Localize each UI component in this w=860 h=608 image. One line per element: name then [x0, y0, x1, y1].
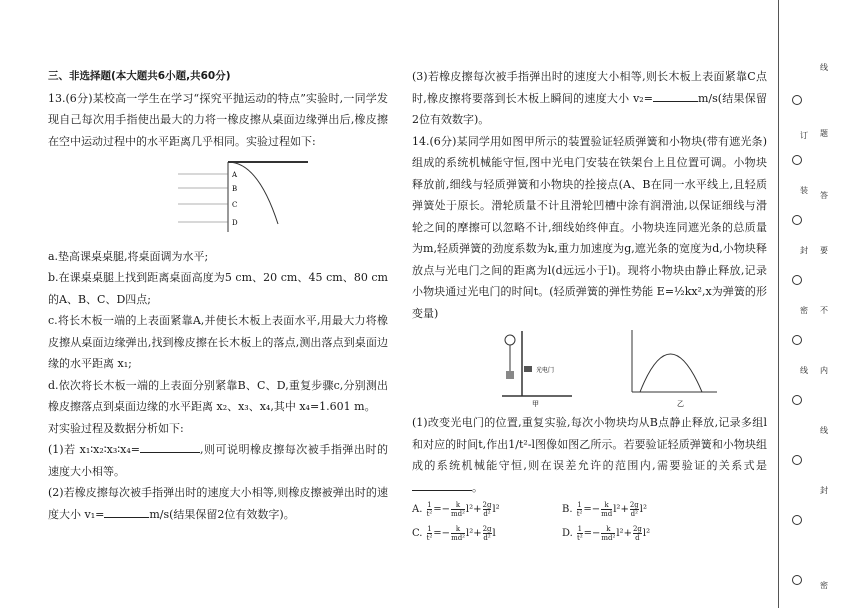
binding-char: 要 — [820, 246, 828, 255]
binding-hole — [792, 455, 802, 465]
section-title: 三、非选择题(本大题共6小题,共60分) — [48, 70, 231, 82]
q14-stem: 14.(6分)某同学用如图甲所示的装置验证轻质弹簧和小物块(带有遮光条)组成的系统机械能守恒,图中光电门安装在铁架台上且位置可调。小物块释放前,细线与轻质弹簧和小物块的拴接点(A、B在同一水平线上,且轻质弹簧处于原长。滑轮质量不计且滑轮凹槽中涂有润滑油,以保证细线与滑轮之间的摩擦可以忽略不计,细线始终伸直。小物块连同遮光条的总质量为m,轻质弹簧的劲度系数为k,重力加速度为g,遮光条的宽度为d,小物块释放点与光电门之间的距离为l(d远远小于l)。现将小物块由静止释放,记录小物块通过光电门的时间t。(轻质弹簧的弹性势能 E=½kx²,x为弹簧的形变量) — [412, 134, 767, 320]
binding-char: 密 — [820, 581, 828, 590]
figure-jia — [492, 326, 582, 408]
step-b: b.在课桌桌腿上找到距离桌面高度为5 cm、20 cm、45 cm、80 cm的A、B、C、D四点; — [48, 271, 388, 306]
fig-label-a: A — [232, 171, 238, 179]
step-d: d.依次将长木板一端的上表面分别紧靠B、C、D,重复步骤c,分别测出橡皮擦落点到桌面边缘的水平距离 x₂、x₃、x₄,其中 x₄=1.601 m。 — [48, 378, 388, 413]
jia-caption: 甲 — [532, 400, 539, 408]
binding-char: 订 — [800, 131, 808, 140]
binding-hole — [792, 335, 802, 345]
binding-hole — [792, 95, 802, 105]
step-a: a.垫高课桌桌腿,将桌面调为水平; — [48, 249, 209, 263]
binding-hole — [792, 155, 802, 165]
binding-char: 封 — [820, 486, 828, 495]
binding-char: 线 — [820, 63, 828, 72]
binding-char: 内 — [820, 366, 828, 375]
gate-label: 光电门 — [536, 367, 555, 374]
figure-yi — [622, 326, 722, 408]
yi-caption: 乙 — [677, 400, 684, 408]
q14-part1: (1)改变光电门的位置,重复实验,每次小物块均从B点静止释放,记录多组l和对应的时间t,作出1/t²-l图像如图乙所示。若要验证轻质弹簧和小物块组成的系统机械能守恒,则在误差允许的范围内,需要验证的关系式是。 — [412, 416, 767, 494]
binding-char: 不 — [820, 306, 828, 315]
option-a[interactable]: A. $\frac{1}{\text{t²}}$ =− $\frac{k}{\text{md²}}$ l²+ $\frac{2g}{\text{d²}}$ l² — [412, 501, 500, 518]
binding-hole — [792, 575, 802, 585]
option-c[interactable]: C. $\frac{1}{\text{t²}}$ =− $\frac{k}{\text{md²}}$ l²+ $\frac{2g}{\text{d²}}$ l — [412, 525, 496, 542]
q13-part3: (3)若橡皮擦每次被手指弹出时的速度大小相等,则长木板上表面紧靠C点时,橡皮擦将要落到长木板上瞬间的速度大小 v₂= m/s(结果保留2位有效数字)。 — [412, 70, 767, 126]
answer-blank[interactable] — [412, 477, 472, 491]
binding-char: 答 — [820, 191, 828, 200]
left-column — [48, 66, 388, 525]
right-column — [412, 66, 767, 546]
binding-char: 装 — [800, 186, 808, 195]
binding-hole — [792, 215, 802, 225]
q14-options — [412, 498, 767, 546]
binding-char: 线 — [820, 426, 828, 435]
binding-char: 封 — [800, 246, 808, 255]
q13-figure — [168, 154, 318, 234]
option-d[interactable]: D. $\frac{1}{\text{t²}}$ =− $\frac{k}{\text{md²}}$ l²+ $\frac{2g}{d}$ l² — [562, 525, 651, 542]
binding-char: 题 — [820, 129, 828, 138]
q13-part2: (2)若橡皮擦每次被手指弹出时的速度大小相等,则橡皮擦被弹出时的速度大小 v₁= m/s(结果保留2位有效数字)。 — [48, 486, 388, 521]
option-b[interactable]: B. $\frac{1}{\text{t²}}$ =− $\frac{k}{md}$ l²+ $\frac{2g}{\text{d²}}$ l² — [562, 501, 647, 518]
fig-label-c: C — [232, 201, 238, 209]
answer-blank[interactable] — [653, 88, 698, 102]
answer-blank[interactable] — [140, 439, 200, 453]
fig-label-b: B — [232, 185, 238, 193]
binding-char: 密 — [800, 306, 808, 315]
binding-hole — [792, 275, 802, 285]
q14-figures — [492, 326, 767, 408]
answer-blank[interactable] — [104, 504, 149, 518]
binding-line — [778, 0, 779, 608]
binding-hole — [792, 395, 802, 405]
step-c: c.将长木板一端的上表面紧靠A,并使长木板上表面水平,用最大力将橡皮擦从桌面边缘弹出,找到橡皮擦在长木板上的落点,测出落点到桌面边缘的水平距离 x₁; — [48, 314, 388, 370]
binding-hole — [792, 515, 802, 525]
binding-char: 线 — [800, 366, 808, 375]
q13-part1: (1)若 x₁∶x₂∶x₃∶x₄= ,则可说明橡皮擦每次被手指弹出时的速度大小相等。 — [48, 439, 388, 482]
fig-label-d: D — [232, 219, 238, 227]
q13-stem: 13.(6分)某校高一学生在学习“探究平抛运动的特点”实验时,一同学发现自己每次用手指使出最大的力将一橡皮擦从桌面边缘弹出后,橡皮擦在空中运动过程中的水平距离几乎相同。实验过程如下: — [48, 91, 388, 148]
analysis-intro: 对实验过程及数据分析如下: — [48, 421, 184, 435]
